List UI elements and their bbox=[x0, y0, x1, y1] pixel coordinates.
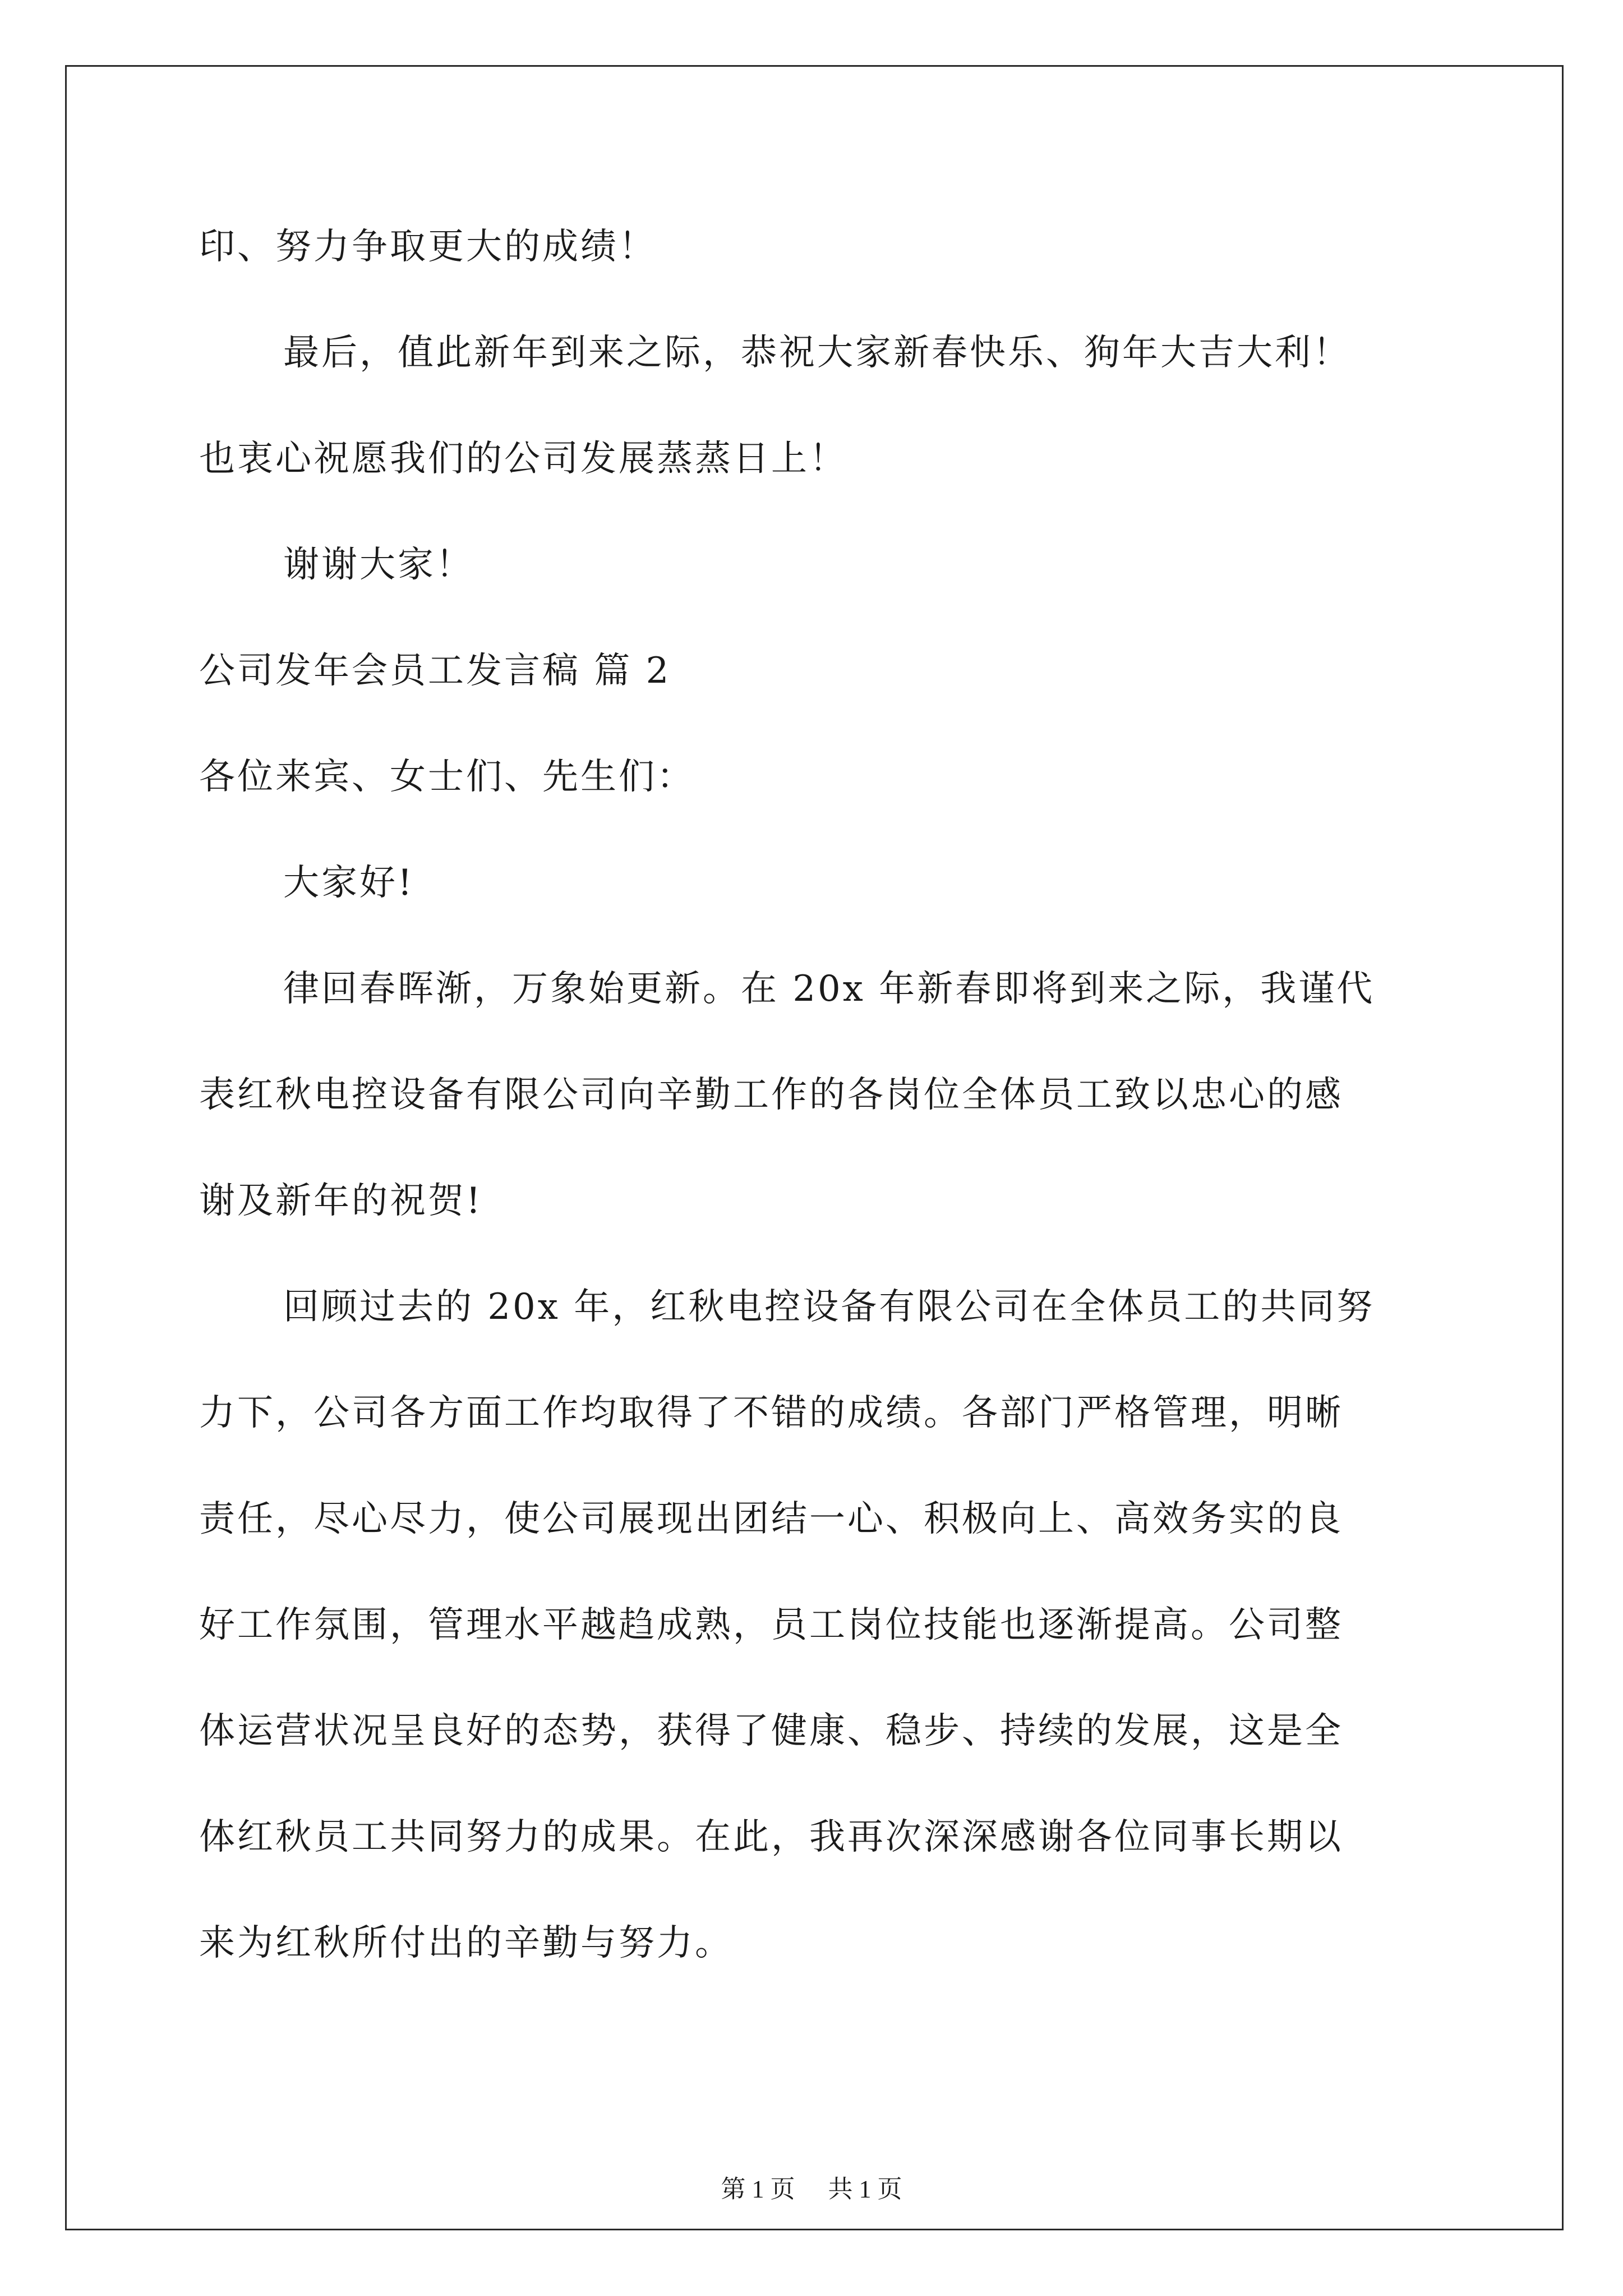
body-line: 力下，公司各方面工作均取得了不错的成绩。各部门严格管理，明晰 bbox=[199, 1392, 1343, 1434]
body-line: 律回春晖渐，万象始更新。在 20x 年新春即将到来之际，我谨代 bbox=[283, 968, 1375, 1010]
body-line: 也衷心祝愿我们的公司发展蒸蒸日上！ bbox=[199, 438, 847, 480]
body-line: 印、努力争取更大的成绩！ bbox=[199, 226, 657, 268]
page-total: 共 1 页 bbox=[828, 2175, 902, 2203]
section-heading: 公司发年会员工发言稿 篇 2 bbox=[199, 650, 671, 692]
body-line: 体运营状况呈良好的态势，获得了健康、稳步、持续的发展，这是全 bbox=[199, 1710, 1343, 1752]
page-number: 第 1 页 bbox=[721, 2175, 795, 2203]
body-line: 回顾过去的 20x 年，红秋电控设备有限公司在全体员工的共同努 bbox=[283, 1286, 1375, 1328]
body-line: 好工作氛围，管理水平越趋成熟，员工岗位技能也逐渐提高。公司整 bbox=[199, 1604, 1343, 1646]
body-line: 谢及新年的祝贺! bbox=[199, 1180, 483, 1222]
body-line: 责任，尽心尽力，使公司展现出团结一心、积极向上、高效务实的良 bbox=[199, 1498, 1343, 1540]
body-line: 表红秋电控设备有限公司向辛勤工作的各岗位全体员工致以忠心的感 bbox=[199, 1074, 1343, 1116]
body-line: 体红秋员工共同努力的成果。在此，我再次深深感谢各位同事长期以 bbox=[199, 1816, 1343, 1858]
page-border bbox=[65, 65, 1564, 2230]
salutation: 各位来宾、女士们、先生们： bbox=[199, 756, 695, 798]
body-line: 来为红秋所付出的辛勤与努力。 bbox=[199, 1922, 733, 1964]
body-line: 谢谢大家！ bbox=[283, 544, 474, 586]
greeting: 大家好! bbox=[283, 862, 414, 904]
page-footer bbox=[0, 2174, 1623, 2205]
body-line: 最后，值此新年到来之际，恭祝大家新春快乐、狗年大吉大利！ bbox=[283, 332, 1351, 374]
